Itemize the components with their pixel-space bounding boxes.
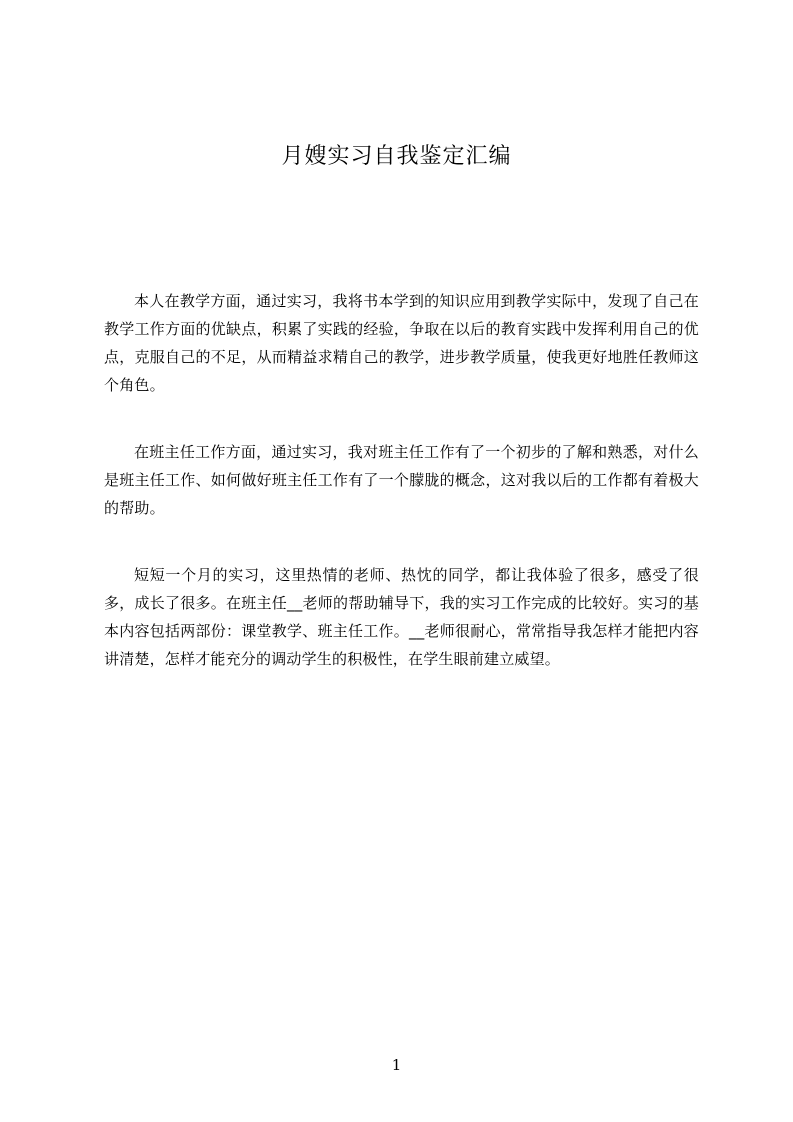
document-title: 月嫂实习自我鉴定汇编 — [281, 144, 512, 169]
paragraph-class-teacher-work: 在班主任工作方面，通过实习，我对班主任工作有了一个初步的了解和熟悉，对什么是班主任工作、如何做好班主任工作有了一个朦胧的概念，这对我以后的工作都有着极大的帮助。 — [104, 443, 699, 517]
document-body — [104, 287, 699, 712]
page-number: 1 — [391, 1056, 402, 1074]
paragraph-teaching: 本人在教学方面，通过实习，我将书本学到的知识应用到教学实际中，发现了自己在教学工作方面的优缺点，积累了实践的经验，争取在以后的教育实践中发挥利用自己的优点，克服自己的不足，从而精益求精自己的教学，进步教学质量，使我更好地胜任教师这个角色。 — [104, 292, 699, 394]
paragraph-one-month-internship: 短短一个月的实习，这里热情的老师、热忱的同学，都让我体验了很多，感受了很多，成长了很多。在班主任__老师的帮助辅导下，我的实习工作完成的比较好。实习的基本内容包括两部份：课堂教学、班主任工作。__老师很耐心，常常指导我怎样才能把内容讲清楚，怎样才能充分的调动学生的积极性，在学生眼前建立威望。 — [104, 566, 699, 668]
